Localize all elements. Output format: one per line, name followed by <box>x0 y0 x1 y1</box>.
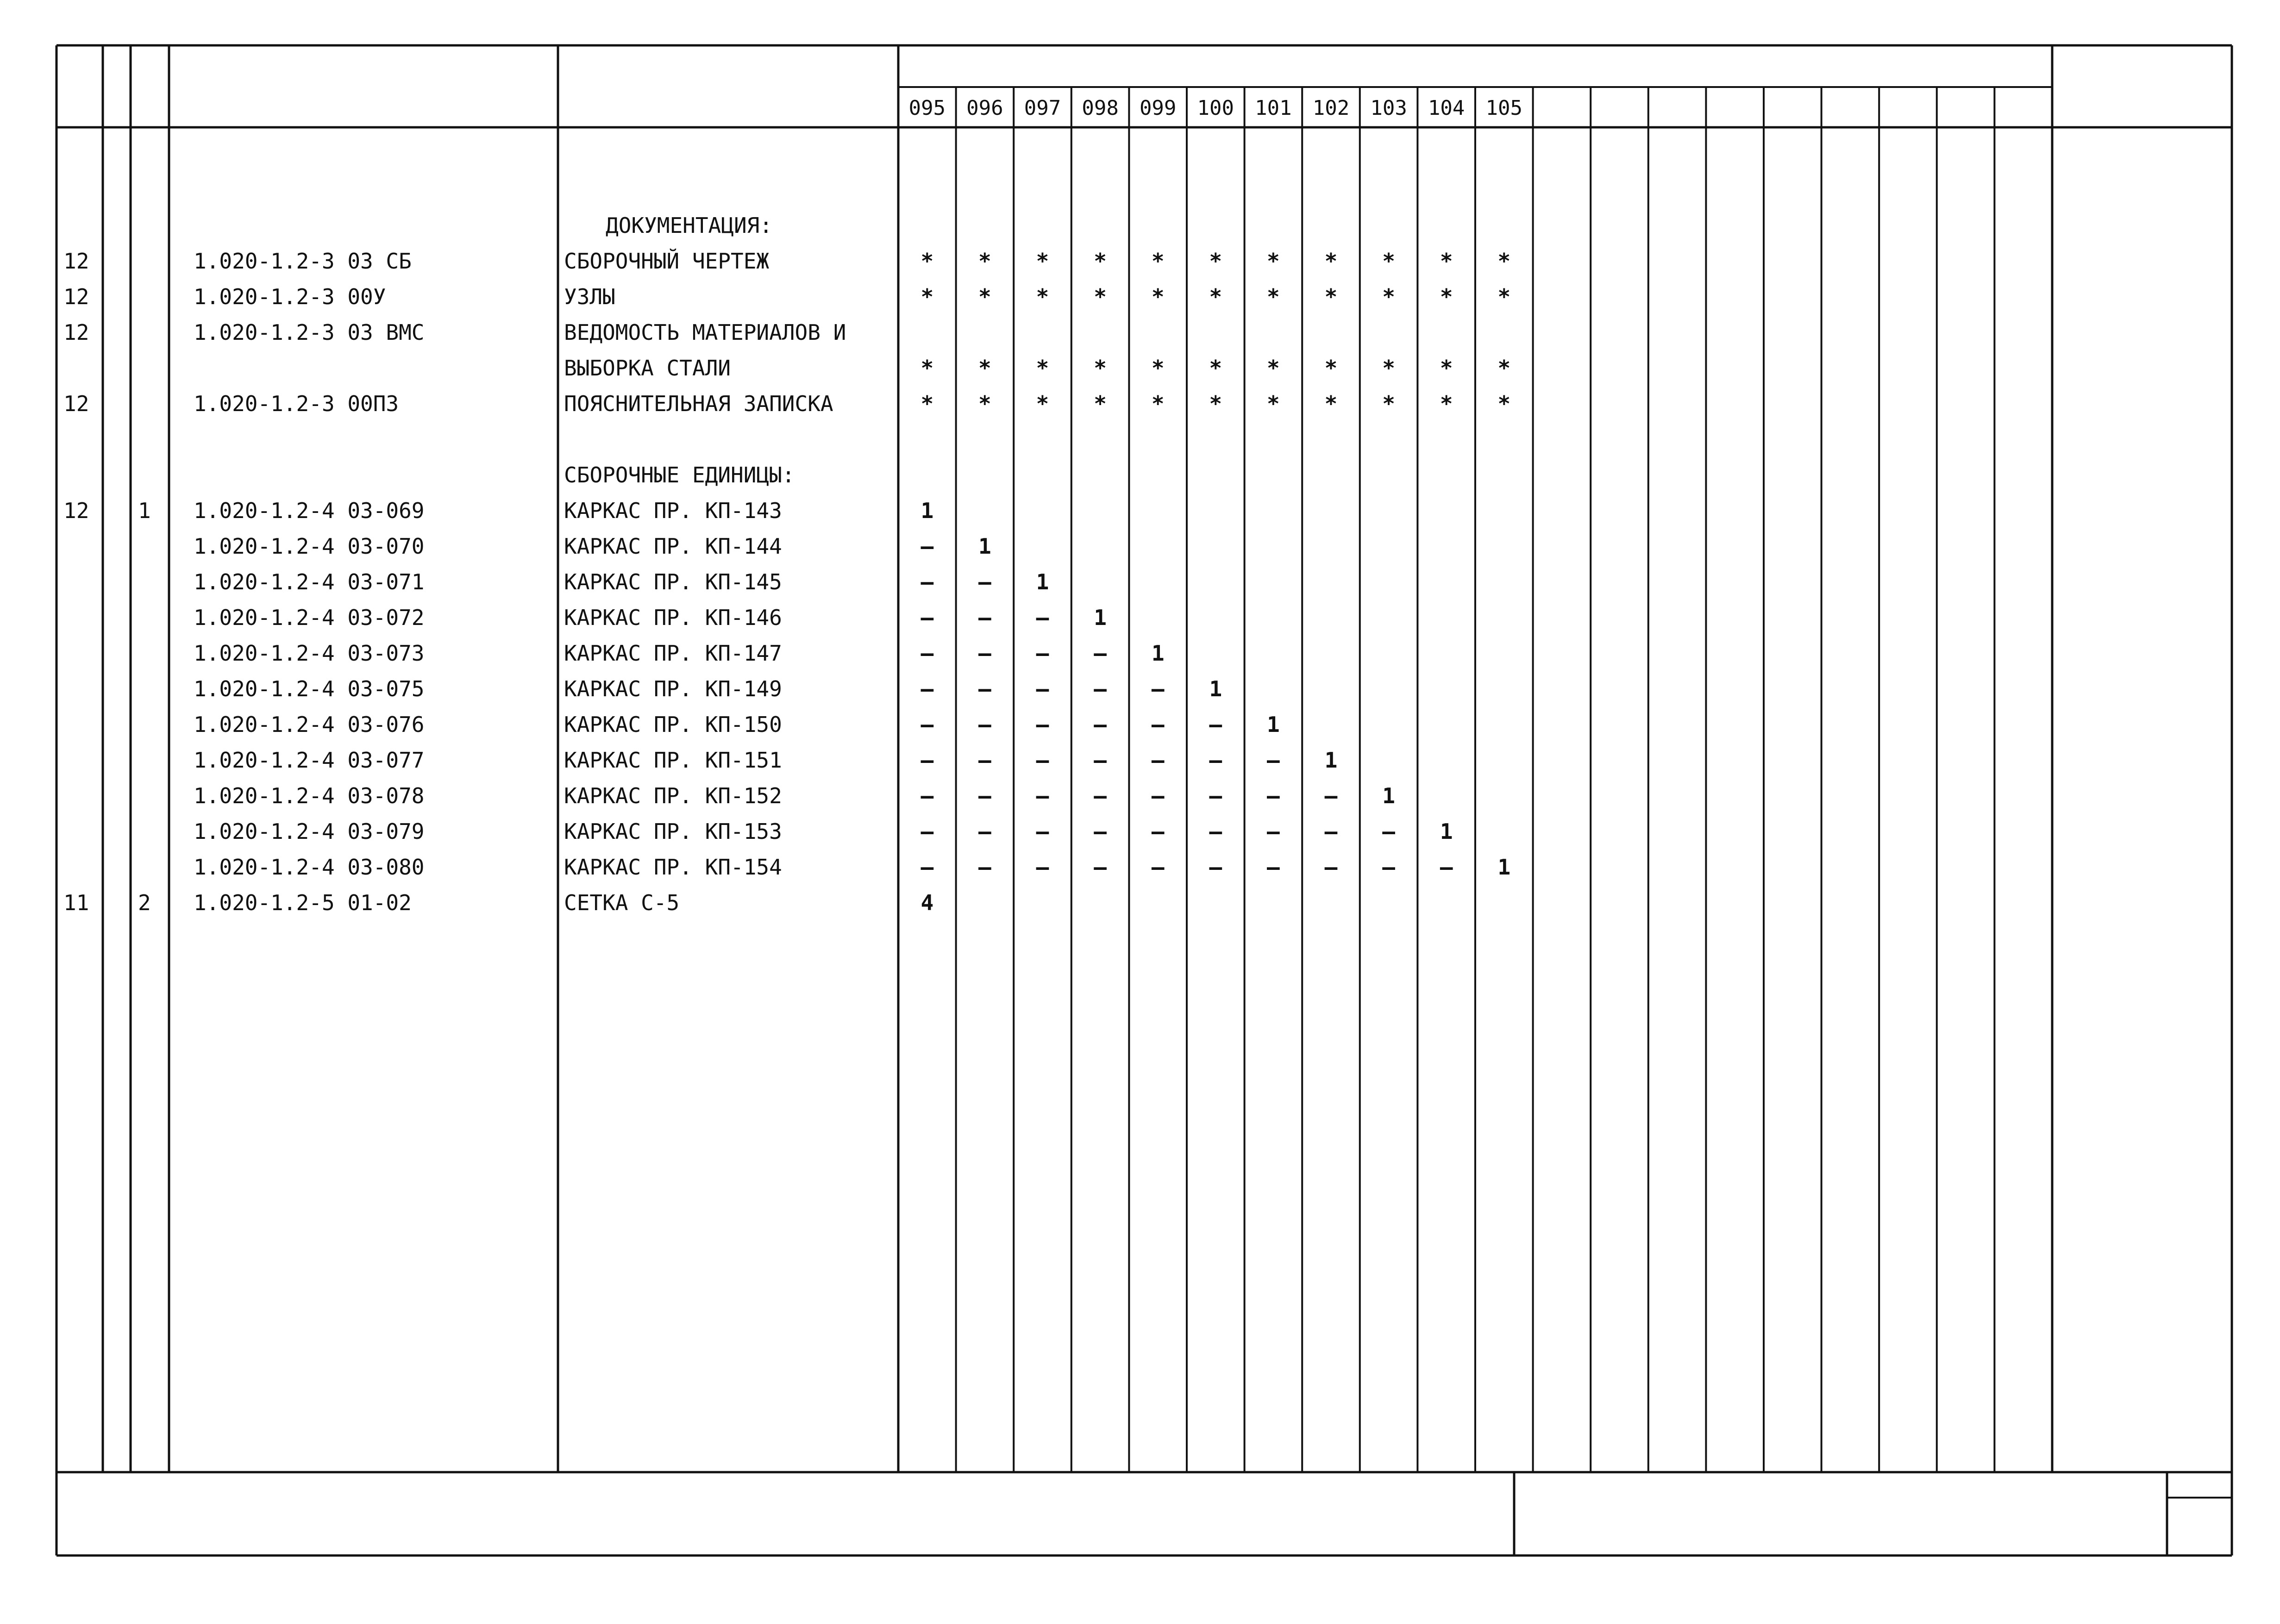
qty-mark: – <box>1209 855 1222 880</box>
qty-mark: 1 <box>1151 641 1165 666</box>
format-cell: 12 <box>63 249 89 274</box>
designation-cell: 1.020-1.2-4 03-079 <box>194 819 425 844</box>
format-cell: 11 <box>63 890 89 915</box>
qty-mark: – <box>978 569 991 594</box>
designation-cell: 1.020-1.2-4 03-073 <box>194 641 425 666</box>
name-cell: КАРКАС ПР. КП-144 <box>564 534 782 559</box>
qty-mark: – <box>1036 712 1049 737</box>
qty-mark: – <box>1036 819 1049 844</box>
qty-mark: * <box>1267 284 1280 309</box>
qty-mark: – <box>1094 819 1107 844</box>
qty-mark: – <box>1036 641 1049 666</box>
qty-mark: * <box>1497 391 1511 416</box>
format-cell: 12 <box>63 391 89 416</box>
qty-mark: * <box>1382 391 1395 416</box>
name-cell: КАРКАС ПР. КП-149 <box>564 676 782 701</box>
name-cell: СБОРОЧНЫЕ ЕДИНИЦЫ: <box>564 462 795 487</box>
qty-mark: – <box>1094 748 1107 773</box>
designation-cell: 1.020-1.2-3 00У <box>194 284 386 309</box>
qty-mark: – <box>1094 712 1107 737</box>
variant-number: 105 <box>1485 96 1523 120</box>
qty-mark: – <box>921 534 934 559</box>
name-cell: КАРКАС ПР. КП-151 <box>564 748 782 773</box>
designation-cell: 1.020-1.2-3 00ПЗ <box>194 391 399 416</box>
variant-number: 104 <box>1428 96 1465 120</box>
qty-mark: * <box>1440 391 1453 416</box>
designation-cell: 1.020-1.2-4 03-077 <box>194 748 425 773</box>
qty-mark: – <box>978 712 991 737</box>
qty-mark: * <box>1267 391 1280 416</box>
qty-mark: * <box>1036 249 1049 274</box>
qty-mark: 1 <box>921 498 934 523</box>
qty-mark: – <box>1209 783 1222 808</box>
qty-mark: * <box>1151 284 1165 309</box>
qty-mark: * <box>1151 356 1165 381</box>
format-cell: 12 <box>63 320 89 345</box>
designation-cell: 1.020-1.2-4 03-075 <box>194 676 425 701</box>
qty-mark: – <box>978 855 991 880</box>
name-cell: ВЕДОМОСТЬ МАТЕРИАЛОВ И <box>564 320 846 345</box>
qty-mark: – <box>921 641 934 666</box>
qty-mark: * <box>921 249 934 274</box>
qty-mark: * <box>1324 249 1338 274</box>
qty-mark: – <box>1382 819 1395 844</box>
qty-mark: * <box>1036 391 1049 416</box>
qty-mark: * <box>1497 249 1511 274</box>
name-cell: ВЫБОРКА СТАЛИ <box>564 356 731 381</box>
qty-mark: 1 <box>1382 783 1395 808</box>
qty-mark: – <box>921 676 934 701</box>
qty-mark: 1 <box>1497 855 1511 880</box>
qty-mark: – <box>921 569 934 594</box>
name-cell: СЕТКА С-5 <box>564 890 680 915</box>
designation-cell: 1.020-1.2-4 03-071 <box>194 569 425 594</box>
qty-mark: * <box>978 249 991 274</box>
qty-mark: – <box>921 855 934 880</box>
qty-mark: – <box>1209 712 1222 737</box>
qty-mark: – <box>1382 855 1395 880</box>
variant-number: 099 <box>1139 96 1177 120</box>
qty-mark: * <box>1036 356 1049 381</box>
qty-mark: – <box>1036 855 1049 880</box>
name-cell: КАРКАС ПР. КП-146 <box>564 605 782 630</box>
qty-mark: – <box>921 819 934 844</box>
qty-mark: * <box>921 391 934 416</box>
qty-mark: – <box>1209 819 1222 844</box>
qty-mark: – <box>978 641 991 666</box>
qty-mark: * <box>1440 356 1453 381</box>
variant-number: 101 <box>1255 96 1292 120</box>
name-cell: КАРКАС ПР. КП-145 <box>564 569 782 594</box>
qty-mark: – <box>978 783 991 808</box>
variant-number: 096 <box>966 96 1003 120</box>
qty-mark: * <box>978 391 991 416</box>
qty-mark: * <box>1440 249 1453 274</box>
qty-mark: – <box>978 748 991 773</box>
qty-mark: * <box>1382 284 1395 309</box>
format-cell: 12 <box>63 498 89 523</box>
qty-mark: – <box>1151 819 1165 844</box>
variant-number: 097 <box>1024 96 1061 120</box>
qty-mark: 1 <box>1440 819 1453 844</box>
designation-cell: 1.020-1.2-4 03-078 <box>194 783 425 808</box>
pos-cell: 1 <box>138 498 151 523</box>
qty-mark: * <box>1324 284 1338 309</box>
qty-mark: * <box>1094 356 1107 381</box>
name-cell: КАРКАС ПР. КП-147 <box>564 641 782 666</box>
name-cell: КАРКАС ПР. КП-150 <box>564 712 782 737</box>
designation-cell: 1.020-1.2-4 03-080 <box>194 855 425 880</box>
qty-mark: – <box>1036 748 1049 773</box>
qty-mark: – <box>1151 783 1165 808</box>
qty-mark: * <box>1497 284 1511 309</box>
qty-mark: * <box>1094 249 1107 274</box>
designation-cell: 1.020-1.2-4 03-069 <box>194 498 425 523</box>
qty-mark: * <box>1382 249 1395 274</box>
section-heading: ДОКУМЕНТАЦИЯ: <box>606 213 773 238</box>
qty-mark: – <box>978 819 991 844</box>
qty-mark: – <box>978 676 991 701</box>
qty-mark: * <box>921 284 934 309</box>
qty-mark: * <box>1209 356 1222 381</box>
variant-number: 103 <box>1370 96 1407 120</box>
pos-cell: 2 <box>138 890 151 915</box>
variant-number: 095 <box>908 96 946 120</box>
qty-mark: – <box>1324 819 1338 844</box>
qty-mark: – <box>1151 855 1165 880</box>
qty-mark: 1 <box>1324 748 1338 773</box>
qty-mark: 1 <box>1094 605 1107 630</box>
qty-mark: * <box>1382 356 1395 381</box>
qty-mark: * <box>1209 249 1222 274</box>
variant-number: 098 <box>1082 96 1119 120</box>
format-cell: 12 <box>63 284 89 309</box>
designation-cell: 1.020-1.2-4 03-076 <box>194 712 425 737</box>
qty-mark: – <box>1094 641 1107 666</box>
qty-mark: * <box>1267 249 1280 274</box>
qty-mark: * <box>1209 284 1222 309</box>
qty-mark: * <box>1094 284 1107 309</box>
variant-number: 102 <box>1312 96 1350 120</box>
qty-mark: * <box>1324 391 1338 416</box>
qty-mark: – <box>1094 783 1107 808</box>
qty-mark: 1 <box>1209 676 1222 701</box>
qty-mark: – <box>1094 855 1107 880</box>
designation-cell: 1.020-1.2-4 03-070 <box>194 534 425 559</box>
designation-cell: 1.020-1.2-3 03 ВМС <box>194 320 425 345</box>
qty-mark: – <box>1036 783 1049 808</box>
qty-mark: – <box>1151 676 1165 701</box>
qty-mark: 1 <box>978 534 991 559</box>
qty-mark: – <box>921 712 934 737</box>
name-cell: КАРКАС ПР. КП-154 <box>564 855 782 880</box>
qty-mark: * <box>978 356 991 381</box>
qty-mark: – <box>1094 676 1107 701</box>
qty-mark: * <box>921 356 934 381</box>
qty-mark: – <box>1324 783 1338 808</box>
qty-mark: – <box>978 605 991 630</box>
qty-mark: * <box>1209 391 1222 416</box>
qty-mark: – <box>1267 855 1280 880</box>
qty-mark: * <box>1036 284 1049 309</box>
qty-mark: – <box>1324 855 1338 880</box>
qty-mark: – <box>1209 748 1222 773</box>
qty-mark: – <box>1267 783 1280 808</box>
designation-cell: 1.020-1.2-3 03 СБ <box>194 249 412 274</box>
qty-mark: – <box>921 605 934 630</box>
qty-mark: – <box>1036 676 1049 701</box>
name-cell: СБОРОЧНЫЙ ЧЕРТЕЖ <box>564 249 770 274</box>
qty-mark: – <box>1267 748 1280 773</box>
name-cell: КАРКАС ПР. КП-152 <box>564 783 782 808</box>
qty-mark: – <box>1036 605 1049 630</box>
qty-mark: – <box>1440 855 1453 880</box>
qty-mark: * <box>1151 391 1165 416</box>
qty-mark: * <box>978 284 991 309</box>
name-cell: ПОЯСНИТЕЛЬНАЯ ЗАПИСКА <box>564 391 833 416</box>
qty-mark: * <box>1151 249 1165 274</box>
designation-cell: 1.020-1.2-4 03-072 <box>194 605 425 630</box>
qty-mark: * <box>1094 391 1107 416</box>
designation-cell: 1.020-1.2-5 01-02 <box>194 890 412 915</box>
qty-mark: 1 <box>1036 569 1049 594</box>
qty-mark: * <box>1267 356 1280 381</box>
qty-mark: * <box>1324 356 1338 381</box>
name-cell: КАРКАС ПР. КП-143 <box>564 498 782 523</box>
qty-mark: – <box>921 748 934 773</box>
qty-mark: 4 <box>921 890 934 915</box>
qty-mark: – <box>1151 748 1165 773</box>
qty-mark: * <box>1497 356 1511 381</box>
qty-mark: – <box>921 783 934 808</box>
name-cell: УЗЛЫ <box>564 284 615 309</box>
name-cell: КАРКАС ПР. КП-153 <box>564 819 782 844</box>
qty-mark: 1 <box>1267 712 1280 737</box>
qty-mark: * <box>1440 284 1453 309</box>
qty-mark: – <box>1151 712 1165 737</box>
variant-number: 100 <box>1197 96 1234 120</box>
qty-mark: – <box>1267 819 1280 844</box>
